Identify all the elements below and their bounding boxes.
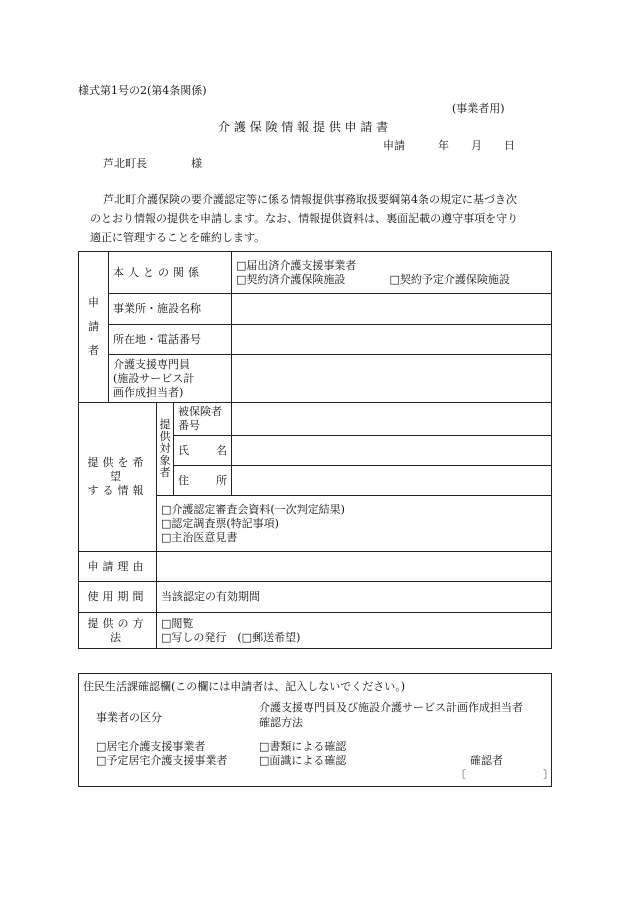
checker-label: 確認者 xyxy=(470,754,503,767)
relation-option-registered[interactable]: □届出済介護支援事業者 xyxy=(236,258,357,272)
address-phone-label: 所在地・電話番号 xyxy=(109,325,232,355)
form-number: 様式第1号の2(第4条関係) xyxy=(78,84,207,97)
care-manager-field[interactable] xyxy=(232,355,552,403)
address-field[interactable] xyxy=(232,466,552,496)
target-person-label: 提 供 対 象 者 xyxy=(157,403,174,496)
checker-bracket[interactable]: 〔 〕 xyxy=(455,768,554,781)
method-heading-1: 介護支援専門員及び施設介護サービス計画作成担当者 xyxy=(259,701,523,714)
office-field[interactable] xyxy=(232,294,552,325)
address-label: 住 所 xyxy=(174,466,232,496)
relation-option-contracted[interactable]: □契約済介護保険施設 xyxy=(236,272,346,286)
doc-option-doctor[interactable]: □主治医意見書 xyxy=(161,530,238,544)
application-table xyxy=(78,251,552,649)
address-phone-field[interactable] xyxy=(232,325,552,355)
category-option-planned[interactable]: □予定居宅介護支援事業者 xyxy=(96,754,228,767)
reason-field[interactable] xyxy=(157,552,552,582)
requested-info-label: 提供を希望 する情報 xyxy=(79,403,157,552)
relation-label: 本人との関係 xyxy=(109,252,232,294)
intro-line-1: 芦北町介護保険の要介護認定等に係る情報提供事務取扱要綱第4条の規定に基づき次 xyxy=(103,193,517,206)
intro-line-2: のとおり情報の提供を申請します。なお、情報提供資料は、裏面記載の遵守事項を守り xyxy=(90,212,519,225)
confirm-option-personal[interactable]: □面識による確認 xyxy=(259,754,347,767)
method-option-copy[interactable]: □写しの発行 (□郵送希望) xyxy=(161,630,301,644)
name-label: 氏 名 xyxy=(174,436,232,466)
doc-option-committee[interactable]: □介護認定審査会資料(一次判定結果) xyxy=(161,502,345,516)
method-label: 提供の方法 xyxy=(79,613,157,649)
document-options xyxy=(157,496,552,552)
addressee: 芦北町長 様 xyxy=(103,157,202,170)
confirm-option-document[interactable]: □書類による確認 xyxy=(259,740,347,753)
confirmation-title: 住民生活課確認欄(この欄には申請者は、記入しないでください。) xyxy=(83,680,406,693)
period-label: 使用期間 xyxy=(79,582,157,613)
applicant-side-label: 申 請 者 xyxy=(79,252,109,403)
form-title: 介 護 保 険 情 報 提 供 申 請 書 xyxy=(218,120,389,134)
name-field[interactable] xyxy=(232,436,552,466)
relation-option-planned[interactable]: □契約予定介護保険施設 xyxy=(389,272,510,286)
intro-line-3: 適正に管理することを確約します。 xyxy=(90,231,266,244)
office-label: 事業所・施設名称 xyxy=(109,294,232,325)
insured-number-field[interactable] xyxy=(232,403,552,436)
party-note: (事業者用) xyxy=(452,102,505,115)
relation-options xyxy=(232,252,552,294)
reason-label: 申請理由 xyxy=(79,552,157,582)
insured-number-label: 被保険者番号 xyxy=(174,403,232,436)
category-label: 事業者の区分 xyxy=(96,711,162,724)
method-heading-2: 確認方法 xyxy=(259,716,303,729)
doc-option-survey[interactable]: □認定調査票(特記事項) xyxy=(161,516,279,530)
confirmation-box xyxy=(78,673,552,787)
method-options xyxy=(157,613,552,649)
application-date-line: 申請 年 月 日 xyxy=(383,139,515,152)
category-option-home[interactable]: □居宅介護支援事業者 xyxy=(96,740,206,753)
care-manager-label: 介護支援専門員 (施設サービス計 画作成担当者) xyxy=(109,355,232,403)
method-option-view[interactable]: □閲覧 xyxy=(161,616,194,630)
period-value: 当該認定の有効期間 xyxy=(157,582,552,613)
